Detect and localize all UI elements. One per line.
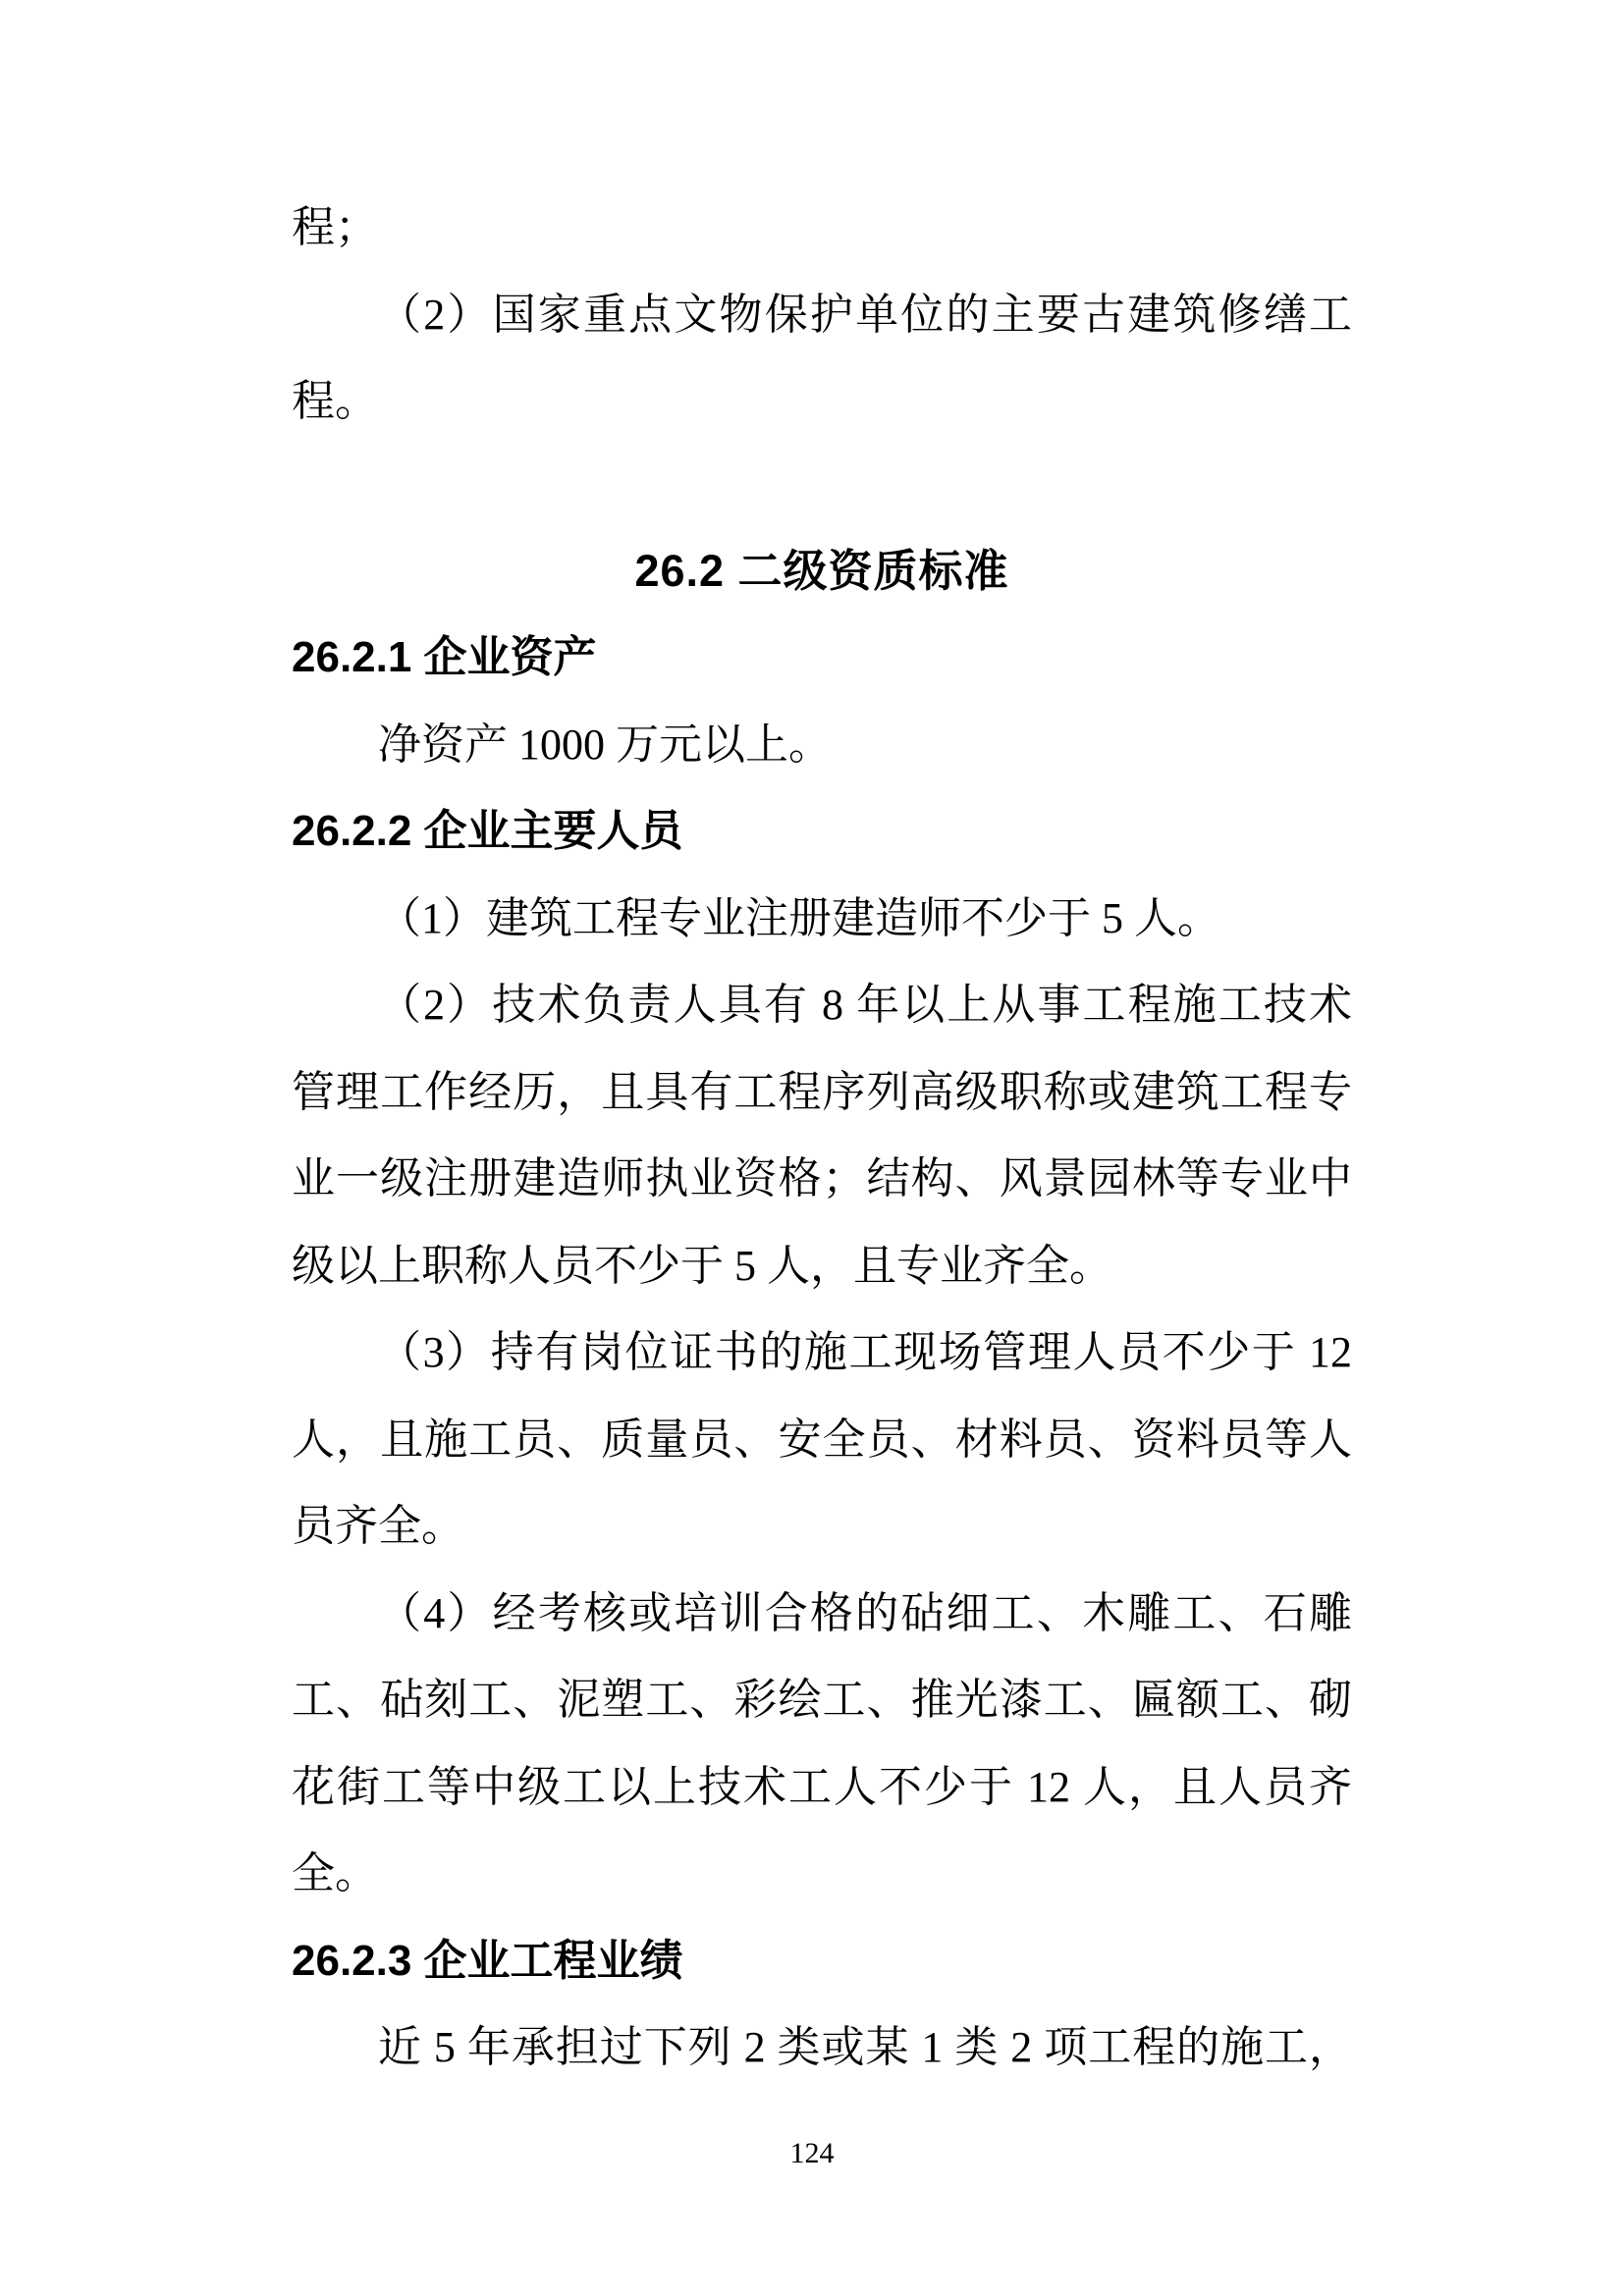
document-content <box>292 185 1352 2092</box>
text-line: 级以上职称人员不少于 5 人，且专业齐全。 <box>292 1241 1112 1290</box>
page-number: 124 <box>789 2137 835 2169</box>
text-line: 26.2 二级资质标准 <box>634 545 1009 596</box>
subsection-heading-26-2-2 <box>292 788 1352 876</box>
paragraph-item-1-constructors <box>292 876 1352 963</box>
paragraph-item-2-heritage <box>292 272 1352 446</box>
text-line: （3）持有岗位证书的施工现场管理人员不少于 12 <box>378 1328 1352 1376</box>
paragraph-performance-intro <box>292 2004 1352 2092</box>
text-line: 近 5 年承担过下列 2 类或某 1 类 2 项工程的施工， <box>378 2023 1352 2071</box>
text-line: 工、砧刻工、泥塑工、彩绘工、推光漆工、匾额工、砌 <box>292 1676 1352 1724</box>
paragraph-item-4-skilled-workers <box>292 1571 1352 1918</box>
paragraph-item-2-technical-lead <box>292 962 1352 1309</box>
text-line: 员齐全。 <box>292 1502 464 1550</box>
text-line: 业一级注册建造师执业资格；结构、风景园林等专业中 <box>292 1154 1352 1202</box>
paragraph-net-assets <box>292 702 1352 789</box>
text-line: （1）建筑工程专业注册建造师不少于 5 人。 <box>378 893 1220 942</box>
paragraph-continuation-top <box>292 185 1352 272</box>
text-line: 26.2.2 企业主要人员 <box>292 807 683 855</box>
text-line: 程。 <box>292 377 378 425</box>
text-line: 人，且施工员、质量员、安全员、材料员、资料员等人 <box>292 1415 1352 1464</box>
text-line: 净资产 1000 万元以上。 <box>378 720 832 769</box>
subsection-heading-26-2-1 <box>292 614 1352 702</box>
paragraph-item-3-site-managers <box>292 1309 1352 1571</box>
text-line: （2）技术负责人具有 8 年以上从事工程施工技术 <box>378 981 1352 1029</box>
text-line: （2）国家重点文物保护单位的主要古建筑修缮工 <box>378 290 1352 339</box>
text-line: 程； <box>292 203 378 251</box>
text-line: 26.2.3 企业工程业绩 <box>292 1936 683 1985</box>
text-line: （4）经考核或培训合格的砧细工、木雕工、石雕 <box>378 1588 1352 1637</box>
text-line: 26.2.1 企业资产 <box>292 633 597 681</box>
section-heading-26-2 <box>292 528 1352 615</box>
text-line: 管理工作经历，且具有工程序列高级职称或建筑工程专 <box>292 1067 1352 1116</box>
text-line: 花街工等中级工以上技术工人不少于 12 人，且人员齐 <box>292 1762 1352 1811</box>
text-line: 全。 <box>292 1849 378 1897</box>
subsection-heading-26-2-3 <box>292 1918 1352 2005</box>
